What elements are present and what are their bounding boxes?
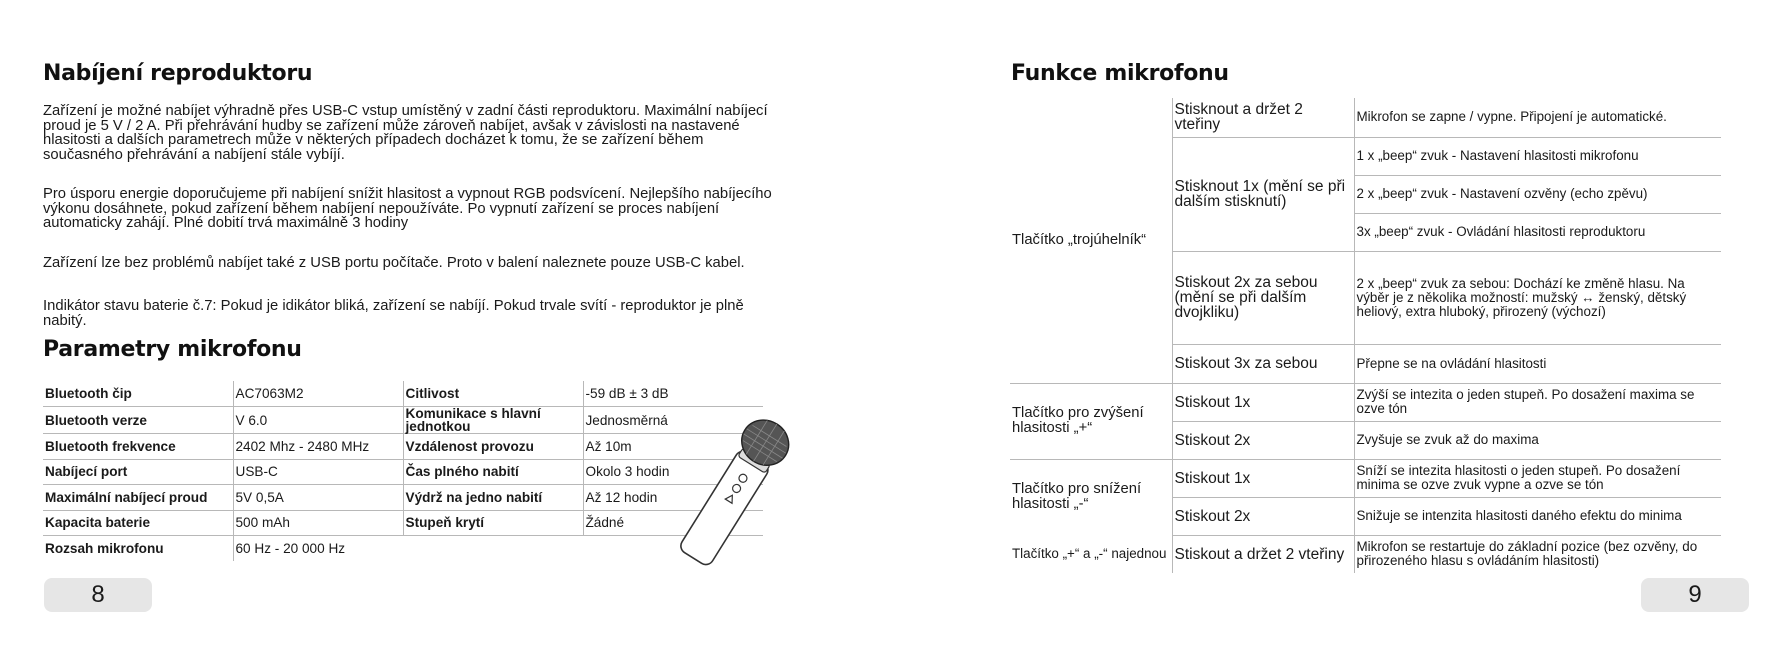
page-number: 9 [1641,578,1749,612]
left-page [0,0,891,656]
result-cell: Přepne se na ovládání hlasitosti [1354,344,1721,383]
param-value: 2402 Mhz - 2480 MHz [233,434,403,460]
action-cell: Stiskout 1x [1172,459,1354,497]
action-cell: Stisknout a držet 2 vteřiny [1172,98,1354,137]
param-value: Žádné [583,510,763,536]
param-label: Citlivost [403,381,583,407]
table-row [43,459,763,485]
table-row [43,381,763,407]
table-row [1010,98,1721,137]
charging-paragraph-4: Indikátor stavu baterie č.7: Pokud je idikátor bliká, zařízení se nabíjí. Pokud trvale svítí - reproduktor je plně nabitý. [43,298,744,329]
param-value: AC7063M2 [233,381,403,407]
table-row [1010,383,1721,421]
group-label-both: Tlačítko „+“ a „-“ najednou [1012,546,1167,561]
params-table [43,381,763,561]
group-label-volume-up: Tlačítko pro zvýšení hlasitosti „+“ [1010,383,1172,459]
param-value: USB-C [233,459,403,485]
functions-heading: Funkce mikrofonu [1011,61,1229,86]
charging-paragraph-1: Zařízení je možné nabíjet výhradně přes USB-C vstup umístěný v zadní části reproduktoru. Maximální nabíjecí proud je 5 V / 2 A. Při přehrávání hudby se zařízení může zároveň nabíjet, avšak v závislosti na nastavené hlasitosti a dalších parametrech může v některých případech docházet k tomu, že se zařízení během současného přehrávání a nabíjení stále vybíjí. [43,103,768,163]
result-cell: Zvyšuje se zvuk až do maxima [1354,421,1721,459]
params-heading: Parametry mikrofonu [43,337,302,362]
result-cell: Sníží se intezita hlasitosti o jeden stupeň. Po dosažení minima se ozve zvuk vypne a ozve se tón [1354,459,1721,497]
table-row [1010,459,1721,497]
result-cell: 2 x „beep“ zvuk za sebou: Dochází ke změně hlasu. Na výběr je z několika možností: mužský ↔ ženský, dětský heliový, extra hluboký, přirozený (výchozí) [1354,251,1721,344]
param-label: Maximální nabíjecí proud [43,485,233,511]
param-value: Okolo 3 hodin [583,459,763,485]
param-value: 60 Hz - 20 000 Hz [233,536,403,562]
table-row [1010,535,1721,573]
action-cell: Stiskout 1x [1172,383,1354,421]
action-cell: Stiskout 3x za sebou [1172,344,1354,383]
param-value: Až 10m [583,434,763,460]
empty-cell [403,536,583,562]
param-label: Bluetooth čip [43,381,233,407]
param-label: Nabíjecí port [43,459,233,485]
action-cell: Stiskout a držet 2 vteřiny [1172,535,1354,573]
table-row [43,510,763,536]
action-cell: Stiskout 2x za sebou (mění se při dalším dvojkliku) [1172,251,1354,344]
param-value: 5V 0,5A [233,485,403,511]
result-cell: Mikrofon se restartuje do základní pozice (bez ozvěny, do přirozeného hlasu s ovládáním hlasitosti) [1354,535,1721,573]
group-label-triangle: Tlačítko „trojúhelník“ [1010,98,1172,383]
table-row [43,536,763,562]
param-label: Bluetooth verze [43,407,233,434]
param-label: Stupeň krytí [403,510,583,536]
result-cell: 1 x „beep“ zvuk - Nastavení hlasitosti mikrofonu [1354,137,1721,175]
result-cell: 2 x „beep“ zvuk - Nastavení ozvěny (echo zpěvu) [1354,175,1721,213]
param-label: Výdrž na jedno nabití [403,485,583,511]
param-label: Čas plného nabití [403,459,583,485]
charging-paragraph-2: Pro úsporu energie doporučujeme při nabíjení snížit hlasitost a vypnout RGB podsvícení. Nejlepšího nabíjecího výkonu dosáhnete, pokud zařízení během nabíjení nepoužíváte. Po vypnutí zařízení se proces nabíjení automaticky zahájí. Plné dobití trvá maximálně 3 hodiny [43,186,772,231]
microphone-illustration [675,414,795,568]
action-cell: Stiskout 2x [1172,497,1354,535]
table-row [43,407,763,434]
param-value: -59 dB ± 3 dB [583,381,763,407]
result-cell: 3x „beep“ zvuk - Ovládání hlasitosti reproduktoru [1354,213,1721,251]
param-value: 500 mAh [233,510,403,536]
param-label: Rozsah mikrofonu [45,541,164,556]
right-page [891,0,1783,656]
param-value: Jednosměrná [583,407,763,434]
param-value: Až 12 hodin [583,485,763,511]
functions-table [1010,98,1721,573]
param-label: Bluetooth frekvence [43,434,233,460]
action-cell: Stisknout 1x (mění se při dalším stisknutí) [1172,137,1354,251]
table-row [43,434,763,460]
group-label-volume-down: Tlačítko pro snížení hlasitosti „-“ [1012,481,1142,513]
charging-heading: Nabíjení reproduktoru [43,61,313,86]
param-label: Komunikace s hlavní jednotkou [403,407,583,434]
action-cell: Stiskout 2x [1172,421,1354,459]
charging-paragraph-3: Zařízení lze bez problémů nabíjet také z USB portu počítače. Proto v balení naleznete pouze USB-C kabel. [43,255,745,271]
param-value: V 6.0 [233,407,403,434]
table-row [43,485,763,511]
param-label: Vzdálenost provozu [403,434,583,460]
result-cell: Mikrofon se zapne / vypne. Připojení je automatické. [1354,98,1721,137]
result-cell: Zvýší se intezita o jeden stupeň. Po dosažení maxima se ozve tón [1354,383,1721,421]
param-label: Kapacita baterie [43,510,233,536]
result-cell: Snižuje se intenzita hlasitosti daného efektu do minima [1354,497,1721,535]
page-number: 8 [44,578,152,612]
